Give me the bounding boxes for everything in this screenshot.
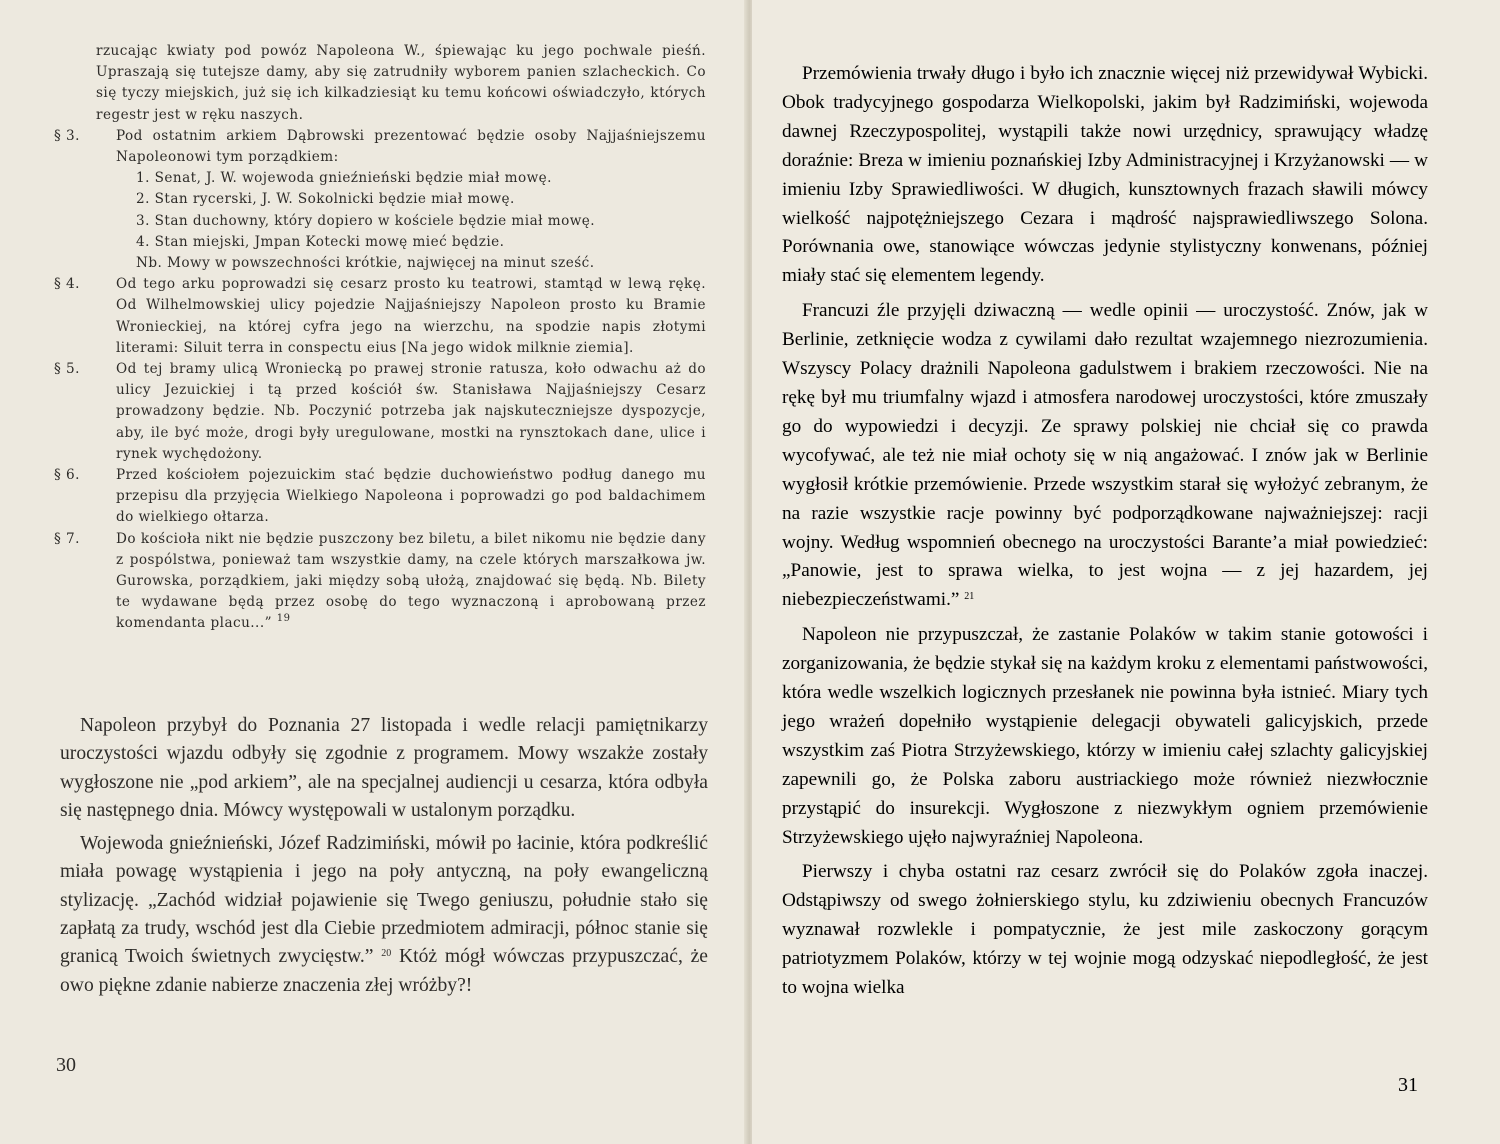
section-5	[54, 359, 706, 465]
section-text: Od tej bramy ulicą Wroniecką po prawej stronie ratusza, koło odwachu aż do ulicy Jezuickiej i tą przed kościół św. Stanisława Najjaśniejszy Cesarz prowadzony będzie. Nb. Poczynić potrzeba jak najskuteczniejsze dyspozycje, aby, ile być może, drogi były uregulowane, mostki na rynsztokach dane, ulice i rynek wychędożony.	[116, 361, 706, 462]
paragraph-text: Francuzi źle przyjęli dziwaczną — wedle opinii — uroczystość. Znów, jak w Berlinie, zetknięcie wodza z cywilami dało rezultat wzajemnego niezrozumienia. Wszyscy Polacy drażnili Napoleona gadulstwem i brakiem rzeczowości. Nie na rękę był mu triumfalny wjazd i atmosfera narodowej uroczystości, które zmuszały go do wypowiedzi i decyzji. Ze sprawy polskiej nie chciał się co prawda wycofywać, ale też nie miał ochoty się w nią angażować. I znów jak w Berlinie wygłosił krótkie przemówienie. Przede wszystkim starał się wyłożyć zebranym, że na razie wszystkie racje powinny być podporządkowane najważniejszej: racji wojny. Według wspomnień obecnego na uroczystości Barante’a miał powiedzieć: „Panowie, jest to sprawa wielka, to jest wojna — z jej hazardem, jej niebezpieczeństwami.”	[782, 300, 1428, 611]
section-text: Przed kościołem pojezuickim stać będzie duchowieństwo podług danego mu przepisu dla przyjęcia Wielkiego Napoleona i poprowadzi go pod baldachimem do wielkiego ołtarza.	[116, 467, 706, 526]
list-item: 1. Senat, J. W. wojewoda gnieźnieński będzie miał mowę.	[136, 170, 552, 187]
list-item: 4. Stan miejski, Jmpan Kotecki mowę mieć będzie.	[136, 233, 505, 250]
section-number: § 4.	[54, 276, 80, 293]
left-page	[0, 0, 748, 1144]
section-3	[54, 126, 706, 274]
paragraph-text: Wojewoda gnieźnieński, Józef Radzimiński, mówił po łacinie, która podkreślić miała powagę wystąpienia i jego na poły antyczną, na poły ewangeliczną stylizację. „Zachód widział pojawienie się Twego geniuszu, południe stało się zapłatą za trudy, wschód jest dla Ciebie przedmiotem admiracji, północ stanie się granicą Twoich świetnych zwycięstw.”	[60, 833, 708, 968]
decree-intro: rzucając kwiaty pod powóz Napoleona W., śpiewając ku jego pochwale pieśń. Upraszają się tutejsze damy, aby się zatrudniły wyborem panien szlacheckich. Co się tyczy miejskich, już się ich kilkadziesiąt ku temu końcowi oświadczyło, których regestr jest w ręku naszych.	[96, 43, 706, 123]
section-number: § 3.	[54, 127, 80, 144]
paragraph: Napoleon przybył do Poznania 27 listopada i wedle relacji pamiętnikarzy uroczystości wjazdu odbyły się zgodnie z programem. Mowy wszakże zostały wygłoszone nie „pod arkiem”, ale na specjalnej audiencji u cesarza, która odbyła się następnego dnia. Mówcy występowali w ustalonym porządku.	[60, 715, 708, 821]
list-item: Nb. Mowy w powszechności krótkie, najwięcej na minut sześć.	[136, 255, 595, 272]
section-text	[116, 529, 706, 635]
paragraph	[782, 297, 1428, 615]
section-text-content: Do kościoła nikt nie będzie puszczony bez biletu, a bilet nikomu nie będzie dany z pospólstwa, ponieważ tam wszystkie damy, na czele których marszałkowa jw. Gurowska, porządkiem, jaki między sobą ułożą, znajdować się będą. Nb. Bilety te wydawane będą przez osobę do tego wyznaczoną i aprobowaną przez komendanta placu...”	[116, 530, 706, 632]
page-number: 31	[1398, 1074, 1418, 1096]
list-item: 2. Stan rycerski, J. W. Sokolnicki będzie miał mowę.	[136, 191, 515, 208]
section-number: § 6.	[54, 467, 80, 484]
paragraph: Pierwszy i chyba ostatni raz cesarz zwrócił się do Polaków zgoła inaczej. Odstąpiwszy od swego żołnierskiego stylu, ku zdziwieniu obecnych Francuzów wyznawał rozwlekle i pompatycznie, że jest mile zaskoczony gorącym patriotyzmem Polaków, którzy w tej wojnie mogą odzyskać niepodległość, że jest to wojna wielka	[782, 861, 1428, 999]
paragraph-tail: Któż mógł wówczas przypuszczać, że owo piękne zdanie nabierze znaczenia złej wróżby?!	[60, 946, 708, 996]
page-number: 30	[56, 1054, 76, 1076]
body-text-right	[782, 60, 1428, 1009]
section-number: § 7.	[54, 530, 80, 547]
section-number: § 5.	[54, 361, 80, 378]
paragraph: Przemówienia trwały długo i było ich znacznie więcej niż przewidywał Wybicki. Obok tradycyjnego gospodarza Wielkopolski, jakim był Radzimiński, wojewoda dawnej Rzeczypospolitej, wystąpili także nowi urzędnicy, sprawujący władzę doraźnie: Breza w imieniu poznańskiej Izby Administracyjnej i Krzyżanowski — w imieniu Izby Sprawiedliwości. W długich, kunsztownych frazach sławili mówcy wielkość najpotężniejszego Cezara i mądrość najsprawiedliwszego Solona. Porównania owe, stanowiące wówczas jedynie stylistyczny konwenans, później miały stać się elementem legendy.	[782, 63, 1428, 287]
paragraph: Napoleon nie przypuszczał, że zastanie Polaków w takim stanie gotowości i zorganizowania, że będzie stykał się na każdym kroku z elementami państwowości, która wedle wszelkich logicznych przesłanek nie powinna była istnieć. Miary tych jego wrażeń dopełniło wystąpienie delegacji obywateli galicyjskich, przede wszystkim zaś Piotra Strzyżewskiego, którzy w imieniu całej szlachty galicyjskiej zapewnili go, że Polska zaboru austriackiego może również niezwłocznie przystąpić do insurekcji. Wygłoszone z niezwykłym ogniem przemówienie Strzyżewskiego ujęło najwyraźniej Napoleona.	[782, 624, 1428, 848]
body-text-left	[60, 712, 708, 1005]
decree-text	[54, 41, 706, 635]
section-text: Pod ostatnim arkiem Dąbrowski prezentować będzie osoby Najjaśniejszemu Napoleonowi tym porządkiem:	[116, 127, 706, 166]
section-text: Od tego arku poprowadzi się cesarz prosto ku teatrowi, stamtąd w lewą rękę. Od Wilhelmowskiej ulicy pojedzie Najjaśniejszy Napoleon prosto ku Bramie Wronieckiej, na której cyfra jego na wierzchu, na spodzie napis złotymi literami: Siluit terra in conspectu eius [Na jego widok milknie ziemia].	[116, 276, 706, 356]
section-7	[54, 529, 706, 635]
footnote-ref: 19	[276, 613, 291, 625]
section-6	[54, 465, 706, 529]
footnote-ref: 21	[964, 591, 975, 603]
list-item: 3. Stan duchowny, który dopiero w kościele będzie miał mowę.	[136, 212, 596, 229]
footnote-ref: 20	[381, 948, 392, 960]
paragraph	[60, 830, 708, 1000]
section-4	[54, 274, 706, 359]
